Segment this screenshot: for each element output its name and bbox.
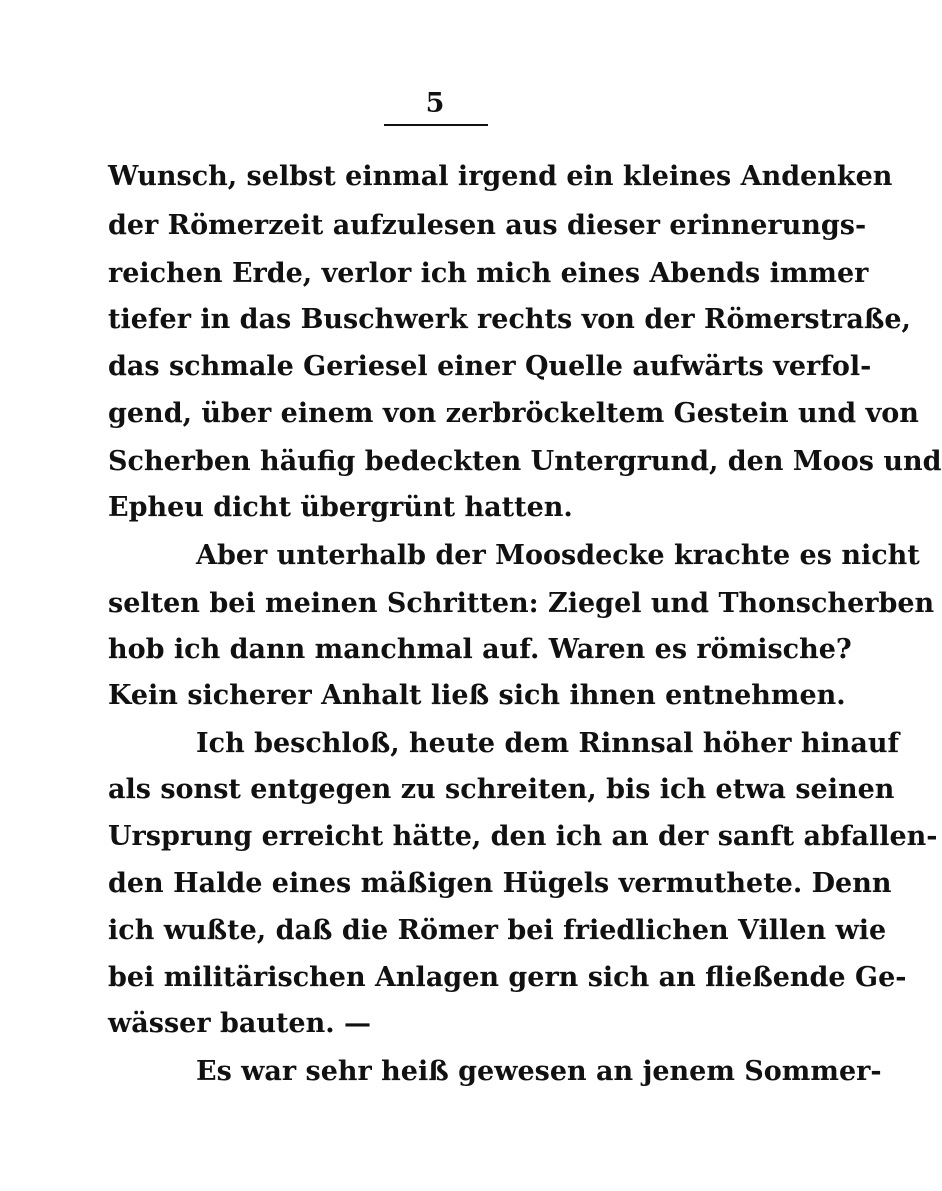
text-line: ich wußte, daß die Römer bei friedlichen Villen wie [108,915,887,946]
text-line: gend, über einem von zerbröckeltem Gestein und von [108,398,919,429]
text-line: Ursprung erreicht hätte, den ich an der sanft abfallen- [108,821,938,852]
page-number: 5 [425,88,445,119]
text-line: Epheu dicht übergrünt hatten. [108,492,573,523]
text-line: tiefer in das Buschwerk rechts von der Römerstraße, [108,304,911,335]
text-line: selten bei meinen Schritten: Ziegel und Thonscherben [108,588,935,619]
text-line: das schmale Geriesel einer Quelle aufwärts verfol- [108,351,872,382]
text-line: der Römerzeit aufzulesen aus dieser erinnerungs- [108,210,867,241]
text-line: bei militärischen Anlagen gern sich an fließende Ge- [108,962,907,993]
text-line: Scherben häufig bedeckten Untergrund, den Moos und [108,446,942,477]
text-line: Es war sehr heiß gewesen an jenem Sommer- [196,1056,882,1087]
text-line: hob ich dann manchmal auf. Waren es römische? [108,634,852,665]
text-line: Kein sicherer Anhalt ließ sich ihnen entnehmen. [108,680,846,711]
text-line: Wunsch, selbst einmal irgend ein kleines Andenken [108,161,893,192]
text-line: wässer bauten. — [108,1008,372,1039]
page-number-rule [384,124,488,126]
text-line: Aber unterhalb der Moosdecke krachte es nicht [196,540,920,571]
text-line: reichen Erde, verlor ich mich eines Abends immer [108,258,869,289]
text-line: den Halde eines mäßigen Hügels vermuthete. Denn [108,868,892,899]
text-line: als sonst entgegen zu schreiten, bis ich etwa seinen [108,774,895,805]
text-line: Ich beschloß, heute dem Rinnsal höher hinauf [196,728,900,759]
